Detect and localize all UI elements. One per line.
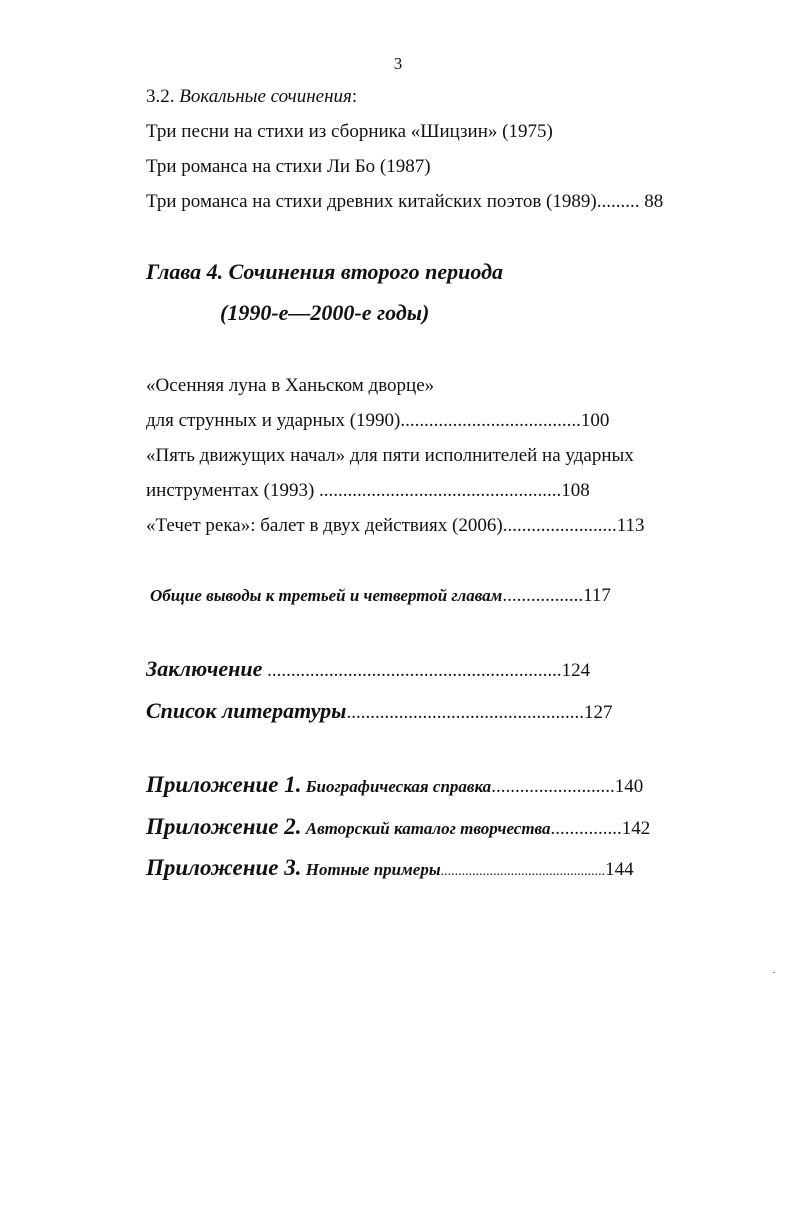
scan-speck <box>773 972 775 973</box>
appendix-1-label: Приложение 1. <box>146 772 302 797</box>
toc-entry-river-flows: «Течет река»: балет в двух действиях (2006)........................113 <box>146 515 645 536</box>
summary-title: Общие выводы к третьей и четвертой главам <box>150 586 503 605</box>
toc-entry-autumn-moon-cont: для струнных и ударных (1990)......................................100 <box>146 410 610 431</box>
appendix-3-page: 144 <box>605 859 634 880</box>
toc-entry-autumn-moon: «Осенняя луна в Ханьском дворце» <box>146 375 435 396</box>
toc-entry-three-romances-li-bo: Три романса на стихи Ли Бо (1987) <box>146 156 431 177</box>
toc-entry-appendix-3 <box>146 856 634 879</box>
appendix-2-title: Авторский каталог творчества <box>301 819 551 838</box>
toc-entry-appendix-1 <box>146 773 643 796</box>
section-colon: : <box>351 86 358 107</box>
page-number: 3 <box>393 54 403 73</box>
toc-entry-bibliography <box>146 700 612 722</box>
toc-entry-three-songs-shijing: Три песни на стихи из сборника «Шицзин» (1975) <box>146 121 553 142</box>
chapter-4-years: (1990-е—2000-е годы) <box>220 300 430 325</box>
toc-entry-appendix-2 <box>146 815 650 838</box>
section-3-2-heading <box>146 87 357 106</box>
appendix-1-page: 140 <box>614 776 644 797</box>
appendix-3-dots: ............................................... <box>440 864 606 879</box>
appendix-2-dots: ............... <box>550 818 622 839</box>
toc-entry-five-elements: «Пять движущих начал» для пяти исполнителей на ударных <box>146 445 634 466</box>
appendix-2-label: Приложение 2. <box>146 814 302 839</box>
appendix-3-label: Приложение 3. <box>146 855 302 880</box>
conclusion-page: 124 <box>561 660 591 681</box>
conclusion-dots: .............................................................. <box>262 660 562 681</box>
appendix-1-dots: .......................... <box>491 776 615 797</box>
bibliography-title: Список литературы <box>146 698 347 723</box>
conclusion-title: Заключение <box>146 656 263 681</box>
toc-entry-three-romances-ancient-poets: Три романса на стихи древних китайских поэтов (1989)......... 88 <box>146 191 664 212</box>
toc-entry-conclusion <box>146 658 590 680</box>
toc-entry-summary <box>150 586 611 605</box>
appendix-2-page: 142 <box>621 818 651 839</box>
toc-entry-five-elements-cont: инструментах (1993) ...................................................108 <box>146 480 590 501</box>
bibliography-dots: .................................................. <box>346 702 584 723</box>
section-number: 3.2. <box>146 86 180 107</box>
summary-dots: ................. <box>502 585 584 606</box>
section-title: Вокальные сочинения <box>179 86 352 107</box>
chapter-4-title: Глава 4. Сочинения второго периода <box>146 259 504 284</box>
appendix-1-title: Биографическая справка <box>301 777 492 796</box>
bibliography-page: 127 <box>583 702 613 723</box>
appendix-3-title: Нотные примеры <box>301 860 441 879</box>
summary-page: 117 <box>583 585 611 606</box>
